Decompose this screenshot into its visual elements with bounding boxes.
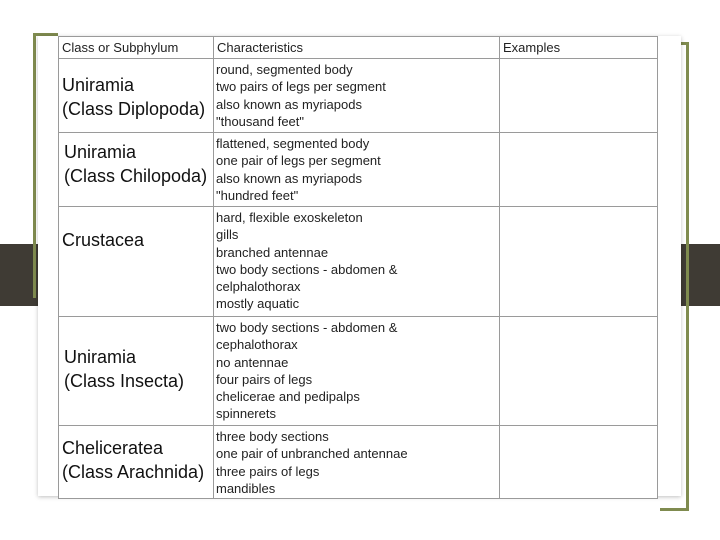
row-1-char-2: two pairs of legs per segment [216,79,386,95]
row-1-char-4: "thousand feet" [216,113,305,129]
header-class-or-subphylum: Class or Subphylum [62,40,179,55]
row-2-characteristics [216,135,506,204]
row-2-char-1: flattened, segmented body [216,136,370,151]
row-1-char-3: also known as myriapods [216,96,362,112]
table-divider-row4 [58,425,658,426]
row-5-char-4: mandibles [216,480,276,496]
row-3-char-1: hard, flexible exoskeleton [216,210,363,225]
row-2-char-4: "hundred feet" [216,187,299,203]
table-divider-row1 [58,132,658,133]
row-4-char-5: chelicerae and pedipalps [216,389,360,405]
arthropod-table [58,36,658,499]
row-4-name: Uniramia (Class Insecta) [64,347,185,391]
table-divider-header [58,58,658,59]
row-3-char-3: branched antennae [216,244,329,260]
table-border-left [58,36,59,499]
header-examples: Examples [503,40,561,55]
row-4-char-3: no antennae [216,354,289,370]
header-characteristics: Characteristics [217,40,303,55]
row-4-char-6: spinnerets [216,406,276,422]
table-border-right [657,36,658,499]
row-4-char-4: four pairs of legs [216,371,313,387]
row-5-name: Cheliceratea (Class Arachnida) [62,438,205,482]
row-5-char-2: one pair of unbranched antennae [216,446,408,462]
row-4-characteristics [216,319,506,423]
row-2-char-2: one pair of legs per segment [216,153,381,169]
row-3-characteristics [216,209,506,313]
row-1-name: Uniramia (Class Diplopoda) [62,75,206,119]
table-divider-row3 [58,316,658,317]
row-2-char-3: also known as myriapods [216,170,362,186]
row-3-char-5: celphalothorax [216,279,301,295]
row-5-characteristics [216,428,506,497]
row-3-char-4: two body sections - abdomen & [216,261,398,277]
row-3-char-2: gills [216,227,239,243]
row-1-characteristics [216,61,506,130]
row-3-char-6: mostly aquatic [216,296,300,312]
row-4-char-2: cephalothorax [216,337,298,353]
row-4-char-1: two body sections - abdomen & [216,320,398,335]
row-5-char-3: three pairs of legs [216,463,320,479]
table-divider-row2 [58,206,658,207]
row-1-char-1: round, segmented body [216,62,353,77]
row-2-name: Uniramia (Class Chilopoda) [64,142,208,186]
table-border-bottom [58,498,658,499]
row-5-char-1: three body sections [216,429,329,444]
row-3-name: Crustacea [62,230,145,250]
table-border-top [58,36,658,37]
